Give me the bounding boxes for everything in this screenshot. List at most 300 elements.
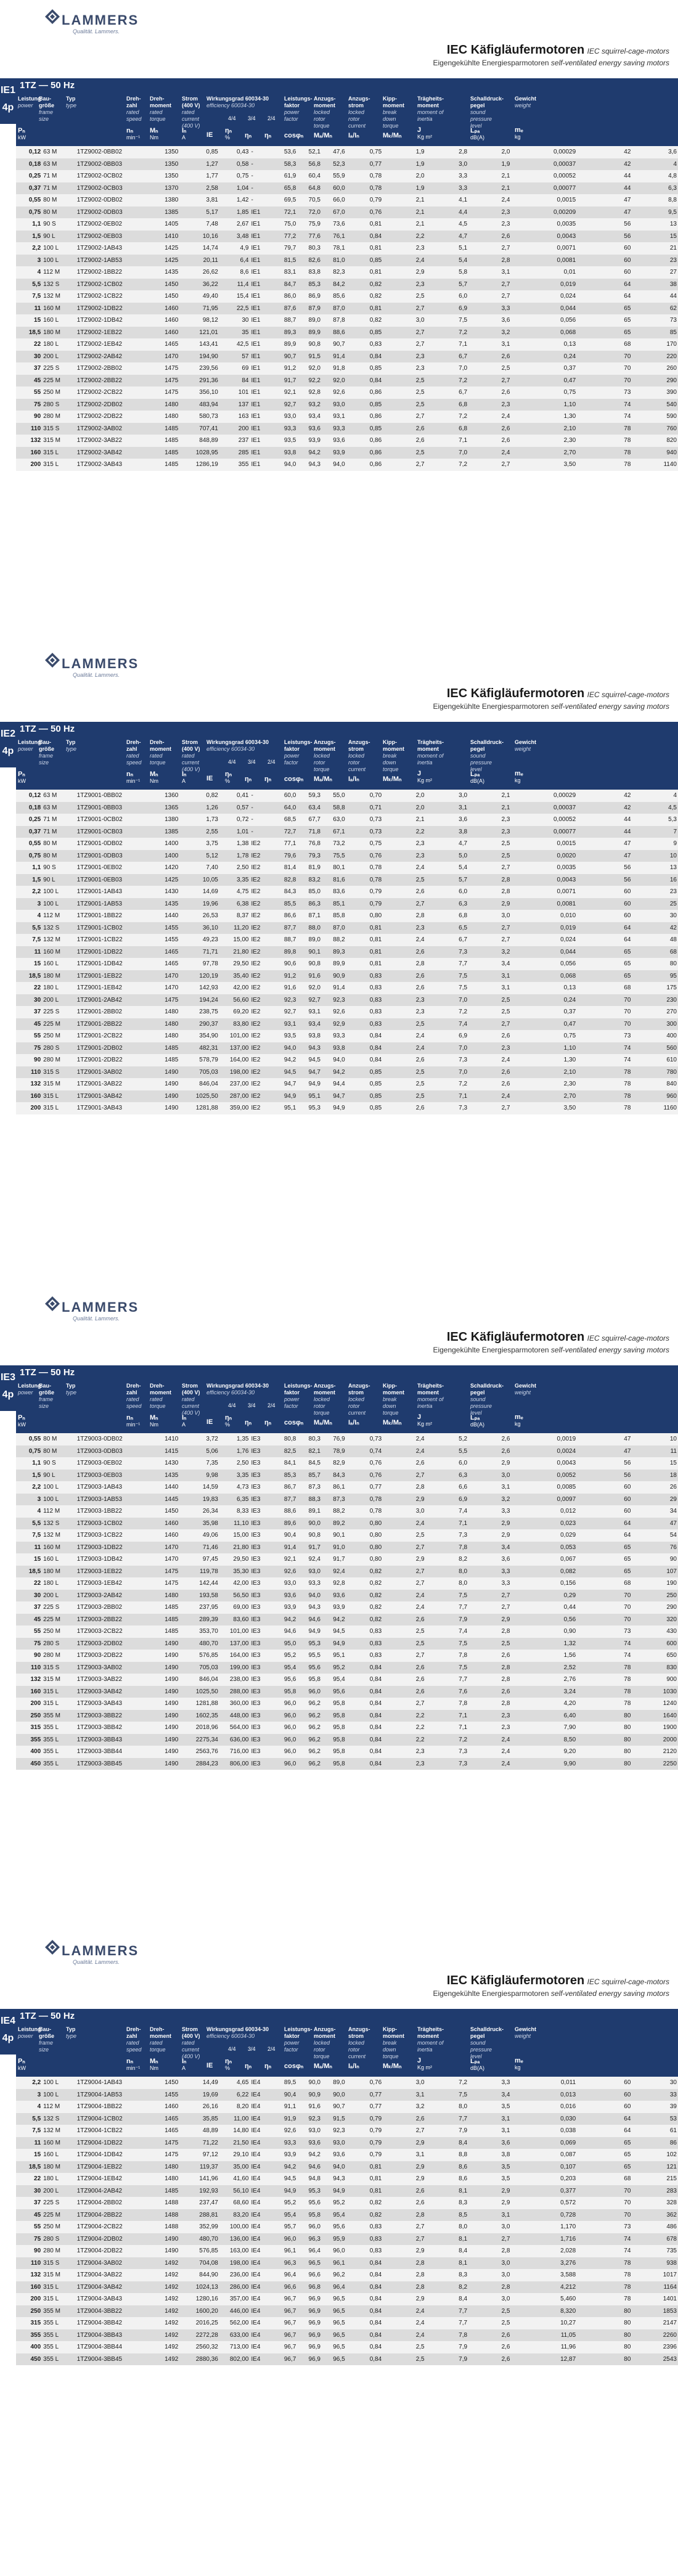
table-cell: 0,81 xyxy=(346,266,383,279)
column-header-line: pegel xyxy=(470,102,485,108)
table-cell: 95,6 xyxy=(322,2221,346,2233)
table-cell: 0,012 xyxy=(512,1505,578,1518)
table-cell: 70 xyxy=(577,1614,632,1626)
table-cell: 132 xyxy=(16,1078,42,1090)
table-cell: 7,4 xyxy=(426,1505,468,1518)
table-cell: 15 xyxy=(632,1457,678,1470)
brand-header xyxy=(0,1931,678,1980)
table-cell: 2,4 xyxy=(383,1590,425,1602)
table-cell: 2,7 xyxy=(468,2233,511,2246)
table-cell: 2120 xyxy=(632,1746,678,1758)
table-cell: 96,2 xyxy=(297,1758,322,1770)
table-cell: 11,10 xyxy=(219,1518,250,1530)
table-cell: 112 M xyxy=(42,266,76,279)
table-cell: 1492 xyxy=(150,2305,179,2318)
table-row xyxy=(16,898,678,910)
table-row xyxy=(16,1746,678,1758)
table-cell: 3,5 xyxy=(468,2173,511,2185)
table-cell: 1TZ9003-2BB02 xyxy=(76,1601,151,1614)
unit-symbol: nₙ xyxy=(126,2058,134,2065)
column-header-line: Trägheits- xyxy=(417,96,444,102)
table-cell: 85,3 xyxy=(273,1470,298,1482)
table-cell: 2,7 xyxy=(468,1102,511,1114)
table-cell: 96,2 xyxy=(297,1746,322,1758)
table-cell: 4 xyxy=(632,790,678,802)
table-cell: 73,6 xyxy=(322,218,346,231)
table-cell: 89,0 xyxy=(322,2077,346,2089)
table-cell: 315 L xyxy=(42,2281,76,2294)
table-cell: 57 xyxy=(219,351,250,363)
column-header-line: Bau- xyxy=(39,2026,51,2032)
table-cell: 4,8 xyxy=(632,170,678,182)
table-cell: 2,9 xyxy=(383,266,425,279)
column-header-line: moment xyxy=(314,2033,336,2039)
column-header-line: moment xyxy=(314,1389,336,1396)
table-cell: 96,2 xyxy=(297,1710,322,1722)
table-cell: 1TZ9003-2DB22 xyxy=(76,1650,151,1662)
table-cell: 0,044 xyxy=(512,303,578,315)
table-cell: 84,1 xyxy=(273,1457,298,1470)
table-cell: 0,85 xyxy=(346,362,383,375)
table-cell: 163 xyxy=(219,411,250,423)
table-cell: 300 xyxy=(632,1018,678,1031)
table-cell: 938 xyxy=(632,2257,678,2270)
table-cell: 82,6 xyxy=(297,255,322,267)
table-cell: 5,8 xyxy=(426,266,468,279)
table-cell: 707,41 xyxy=(179,423,219,435)
table-cell: - xyxy=(250,826,272,838)
table-cell: 96,9 xyxy=(297,2293,322,2305)
table-cell: 280 M xyxy=(42,1650,76,1662)
unit-label-w xyxy=(515,2057,523,2071)
table-cell: 80 xyxy=(577,2329,632,2342)
table-cell: 2,3 xyxy=(383,351,425,363)
table-cell: 92,1 xyxy=(273,1553,298,1566)
table-cell: 0,43 xyxy=(219,146,250,158)
column-header-line: locked xyxy=(314,109,330,115)
table-cell: 1485 xyxy=(150,1042,179,1055)
table-cell: 94,9 xyxy=(322,1638,346,1650)
table-cell: 2,5 xyxy=(383,290,425,303)
unit-symbol: Mₐ/Mₙ xyxy=(314,2063,332,2070)
table-cell: 200 L xyxy=(42,1590,76,1602)
table-cell: 29,50 xyxy=(219,958,250,970)
table-cell: 26,16 xyxy=(179,2101,219,2113)
table-cell: 1490 xyxy=(150,1758,179,1770)
unit-dimension: dB(A) xyxy=(470,2065,485,2071)
column-header-line: Anzugs- xyxy=(348,739,370,745)
table-cell: - xyxy=(250,802,272,814)
table-row xyxy=(16,1042,678,1055)
motor-rows xyxy=(16,146,678,471)
table-cell: 1TZ9004-2DB22 xyxy=(76,2245,151,2257)
unit-symbol: IE xyxy=(206,775,213,782)
table-cell: 0,01 xyxy=(512,266,578,279)
column-header-break-torque xyxy=(383,96,416,129)
table-row xyxy=(16,303,678,315)
unit-label-e3 xyxy=(245,131,251,139)
column-header-line: größe xyxy=(39,2033,55,2039)
column-header-line: moment of xyxy=(417,109,444,115)
table-cell: 194,24 xyxy=(179,994,219,1007)
table-cell: 22 xyxy=(16,982,42,994)
table-cell: 78 xyxy=(577,1066,632,1079)
table-cell: 80 xyxy=(577,1722,632,1734)
table-cell: 2,8 xyxy=(383,2269,425,2281)
table-cell: 84,2 xyxy=(322,279,346,291)
column-header-line: Typ xyxy=(66,96,76,102)
table-row xyxy=(16,1529,678,1542)
table-cell: 6,4 xyxy=(219,255,250,267)
table-cell: 230 xyxy=(632,994,678,1007)
table-cell: 18,5 xyxy=(16,970,42,983)
table-cell: 1TZ9002-1AB43 xyxy=(76,242,151,255)
table-cell: 2,1 xyxy=(468,182,511,195)
table-cell: 1470 xyxy=(150,982,179,994)
table-row xyxy=(16,399,678,411)
table-cell: 78 xyxy=(577,1662,632,1674)
table-cell: 1490 xyxy=(150,1650,179,1662)
lammers-logo-icon xyxy=(44,9,60,25)
table-cell: 0,83 xyxy=(346,1006,383,1018)
brand-name: LAMMERS xyxy=(62,1299,139,1315)
table-cell: 1400 xyxy=(150,838,179,850)
table-cell: 320 xyxy=(632,1614,678,1626)
table-cell: 0,82 xyxy=(346,290,383,303)
table-cell: 1460 xyxy=(150,327,179,339)
table-cell: 2,7 xyxy=(383,2233,425,2246)
table-cell: 85,1 xyxy=(322,898,346,910)
table-cell: 11,20 xyxy=(219,922,250,934)
table-cell: 15,4 xyxy=(219,290,250,303)
table-cell: 2,3 xyxy=(468,218,511,231)
table-cell: 0,030 xyxy=(512,2113,578,2125)
unit-label-m xyxy=(150,770,158,784)
table-cell: 2,7 xyxy=(468,242,511,255)
table-cell: 3,0 xyxy=(468,910,511,922)
table-cell: 2,5 xyxy=(383,874,425,886)
table-cell: 2,3 xyxy=(383,242,425,255)
table-cell: - xyxy=(250,194,272,206)
column-header-line: locked xyxy=(348,109,365,115)
column-header-line: current xyxy=(348,2053,366,2059)
table-cell: 180 M xyxy=(42,327,76,339)
table-cell: 0,81 xyxy=(346,934,383,946)
table-cell: 68 xyxy=(632,946,678,959)
table-cell: 1492 xyxy=(150,2353,179,2366)
table-cell: 280 S xyxy=(42,2233,76,2246)
table-cell: 47,6 xyxy=(322,146,346,158)
table-cell: 95,2 xyxy=(273,2197,298,2209)
column-header-line: frame xyxy=(39,2040,54,2046)
table-cell: 61 xyxy=(632,2125,678,2137)
table-cell: 14,59 xyxy=(179,1481,219,1494)
table-cell: 95,1 xyxy=(322,1650,346,1662)
table-cell: 92,7 xyxy=(273,399,298,411)
column-header-line: locked xyxy=(348,753,365,759)
table-cell: 2,7 xyxy=(468,1601,511,1614)
column-header-line: sound xyxy=(470,2040,486,2046)
table-cell: 19,69 xyxy=(179,2089,219,2101)
table-cell: 10,16 xyxy=(179,231,219,243)
table-cell: 2,4 xyxy=(468,411,511,423)
unit-label-i xyxy=(182,2057,186,2071)
table-cell: IE4 xyxy=(250,2233,272,2246)
table-cell: 0,83 xyxy=(346,1625,383,1638)
table-cell: 2,6 xyxy=(468,2353,511,2366)
table-cell: IE1 xyxy=(250,351,272,363)
table-cell: 96,7 xyxy=(273,2353,298,2366)
column-header-start-torque xyxy=(314,739,347,773)
unit-label-n xyxy=(126,126,140,141)
column-header-line: break xyxy=(383,109,397,115)
table-cell: 1TZ9004-1BB22 xyxy=(76,2101,151,2113)
table-cell: 0,75 xyxy=(346,838,383,850)
table-cell: 78 xyxy=(577,1078,632,1090)
catalog-section-ie4 xyxy=(0,1931,678,2574)
table-cell: 1465 xyxy=(150,338,179,351)
table-cell: 80 xyxy=(577,2341,632,2353)
table-cell: 95,8 xyxy=(322,1746,346,1758)
table-cell: 1485 xyxy=(150,1601,179,1614)
column-header-band xyxy=(16,93,678,146)
table-cell: 200 xyxy=(219,423,250,435)
table-cell: 94,9 xyxy=(297,1078,322,1090)
table-cell: 86,3 xyxy=(297,898,322,910)
table-row xyxy=(16,255,678,267)
table-cell: 2,2 xyxy=(16,886,42,898)
table-cell: 1492 xyxy=(150,2257,179,2270)
load-label: 2/4 xyxy=(268,2046,276,2052)
table-cell: 1,10 xyxy=(512,399,578,411)
lammers-logo-icon xyxy=(44,1939,60,1955)
table-cell: 2,5 xyxy=(383,375,425,387)
table-cell: 1,26 xyxy=(179,802,219,814)
table-cell: 100 L xyxy=(42,1494,76,1506)
table-cell: 76,8 xyxy=(297,838,322,850)
table-cell: 2,5 xyxy=(468,1638,511,1650)
table-cell: 59,3 xyxy=(297,790,322,802)
table-cell: 8,0 xyxy=(426,2101,468,2113)
table-cell: 1480 xyxy=(150,399,179,411)
table-cell: 2,028 xyxy=(512,2245,578,2257)
unit-label-mk xyxy=(383,1418,401,1426)
table-cell: 119,78 xyxy=(179,1566,219,1578)
table-cell: 65 xyxy=(577,2149,632,2161)
table-cell: 95,6 xyxy=(297,2197,322,2209)
table-cell: 1TZ9004-2AB42 xyxy=(76,2185,151,2198)
table-cell: 137,00 xyxy=(219,1042,250,1055)
table-cell: 90,8 xyxy=(297,1529,322,1542)
table-cell: 0,84 xyxy=(346,2257,383,2270)
table-cell: 3,4 xyxy=(468,958,511,970)
table-cell: 1,9 xyxy=(383,182,425,195)
table-cell: 15 xyxy=(632,231,678,243)
table-cell: 70 xyxy=(577,351,632,363)
table-cell: 2,4 xyxy=(383,1042,425,1055)
table-cell: 2,1 xyxy=(468,170,511,182)
table-cell: 1490 xyxy=(150,1686,179,1698)
table-cell: 3,0 xyxy=(468,2293,511,2305)
table-cell: 2,4 xyxy=(383,1518,425,1530)
table-cell: 315 L xyxy=(42,447,76,459)
table-cell: 3,4 xyxy=(468,2089,511,2101)
unit-dimension: A xyxy=(182,2065,186,2071)
table-cell: 92,1 xyxy=(273,386,298,399)
table-cell: 94,2 xyxy=(273,2161,298,2173)
table-cell: 5,06 xyxy=(179,1445,219,1458)
table-cell: 610 xyxy=(632,1054,678,1066)
table-cell: 96,4 xyxy=(273,2269,298,2281)
table-cell: 3,0 xyxy=(468,2257,511,2270)
table-cell: 353,70 xyxy=(179,1625,219,1638)
table-cell: 5,4 xyxy=(426,255,468,267)
table-cell: 1480 xyxy=(150,2173,179,2185)
table-cell: 52,1 xyxy=(297,146,322,158)
table-cell: 85,6 xyxy=(322,290,346,303)
table-cell: 81,4 xyxy=(273,862,298,874)
table-cell: 94,8 xyxy=(297,2173,322,2185)
table-cell: 2,6 xyxy=(468,351,511,363)
table-cell: 64,0 xyxy=(273,802,298,814)
table-cell: 1TZ9003-3BB43 xyxy=(76,1734,151,1746)
table-cell: IE4 xyxy=(250,2077,272,2089)
table-cell: 1,1 xyxy=(16,218,42,231)
table-cell: 0,0015 xyxy=(512,194,578,206)
table-cell: 0,82 xyxy=(346,1601,383,1614)
table-cell: 0,81 xyxy=(346,958,383,970)
unit-symbol: cosφₙ xyxy=(284,1419,304,1426)
unit-symbol: Mₐ/Mₙ xyxy=(314,775,332,783)
table-cell: 2,4 xyxy=(383,1030,425,1042)
table-cell: 89,9 xyxy=(322,958,346,970)
table-cell: 2,3 xyxy=(468,1710,511,1722)
table-cell: IE2 xyxy=(250,862,272,874)
table-cell: 3,6 xyxy=(632,146,678,158)
column-header-line: Gewicht xyxy=(515,96,537,102)
column-header-line: pegel xyxy=(470,2033,485,2039)
table-cell: 86,7 xyxy=(273,1481,298,1494)
table-cell: IE3 xyxy=(250,1625,272,1638)
table-cell: 0,572 xyxy=(512,2197,578,2209)
table-cell: 315 M xyxy=(42,2269,76,2281)
table-cell: 100,00 xyxy=(219,2221,250,2233)
table-cell: - xyxy=(250,158,272,171)
column-header-line: rated xyxy=(182,109,195,115)
table-cell: 1490 xyxy=(150,2245,179,2257)
table-cell: 93,2 xyxy=(297,399,322,411)
table-cell: 2,0 xyxy=(468,146,511,158)
unit-label-p xyxy=(18,2057,26,2071)
table-cell: 2,7 xyxy=(383,1542,425,1554)
table-cell: 96,0 xyxy=(273,1722,298,1734)
table-cell: 2,4 xyxy=(468,1746,511,1758)
unit-symbol: Iₐ/Iₙ xyxy=(348,775,359,783)
table-cell: 2,0 xyxy=(383,170,425,182)
table-row xyxy=(16,327,678,339)
table-row xyxy=(16,838,678,850)
table-cell: 83,2 xyxy=(297,874,322,886)
table-cell: 65 xyxy=(577,314,632,327)
table-cell: 1TZ9004-3BB42 xyxy=(76,2317,151,2329)
table-cell: 45 xyxy=(16,1018,42,1031)
unit-label-i xyxy=(182,126,186,141)
table-cell: 4,7 xyxy=(426,231,468,243)
table-cell: 164,00 xyxy=(219,1650,250,1662)
table-cell: 960 xyxy=(632,1090,678,1103)
table-cell: 1455 xyxy=(150,934,179,946)
table-row xyxy=(16,206,678,219)
table-cell: 288,00 xyxy=(219,1686,250,1698)
column-header-current xyxy=(182,1383,205,1417)
table-cell: IE2 xyxy=(250,910,272,922)
column-header-line: Dreh- xyxy=(150,739,165,745)
column-header-line: break xyxy=(383,2040,397,2046)
table-row xyxy=(16,2221,678,2233)
table-cell: IE4 xyxy=(250,2197,272,2209)
table-cell: 3,35 xyxy=(219,874,250,886)
table-cell: 1017 xyxy=(632,2269,678,2281)
column-header-line: torque xyxy=(150,759,166,766)
table-cell: 90,7 xyxy=(273,351,298,363)
table-cell: 94,2 xyxy=(322,1614,346,1626)
table-cell: 8,50 xyxy=(512,1734,578,1746)
table-cell: 286,00 xyxy=(219,2281,250,2294)
table-cell: 97,45 xyxy=(179,1553,219,1566)
table-cell: 1640 xyxy=(632,1710,678,1722)
table-cell: 15,00 xyxy=(219,1529,250,1542)
unit-label-ma xyxy=(314,775,332,783)
table-cell: 96,7 xyxy=(273,2329,298,2342)
table-cell: 100 L xyxy=(42,898,76,910)
table-cell: 844,90 xyxy=(179,2269,219,2281)
table-cell: 315 L xyxy=(42,1090,76,1103)
table-cell: 3,3 xyxy=(468,1505,511,1518)
unit-dimension: kg xyxy=(515,777,521,783)
table-cell: 2250 xyxy=(632,1758,678,1770)
unit-label-ia xyxy=(348,1418,359,1426)
column-header-line: Leistung xyxy=(18,1383,41,1389)
table-cell: 87,9 xyxy=(297,303,322,315)
table-cell: 7,2 xyxy=(426,459,468,471)
table-cell: 70,5 xyxy=(297,194,322,206)
table-row xyxy=(16,2209,678,2222)
table-cell: 280 S xyxy=(42,1638,76,1650)
table-cell: 1TZ9001-3AB42 xyxy=(76,1090,151,1103)
load-label: 3/4 xyxy=(248,759,256,765)
table-cell: 1TZ9002-0DB03 xyxy=(76,206,151,219)
table-row xyxy=(16,1470,678,1482)
table-cell: 1450 xyxy=(150,279,179,291)
table-cell: 0,81 xyxy=(346,303,383,315)
table-cell: 2,6 xyxy=(383,886,425,898)
table-cell: 7,2 xyxy=(426,375,468,387)
brand-header xyxy=(0,0,678,49)
table-cell: 0,82 xyxy=(346,2209,383,2222)
title-de: IEC Käfigläufermotoren xyxy=(446,1330,585,1344)
table-cell: 27 xyxy=(632,266,678,279)
table-cell: 0,0043 xyxy=(512,1457,578,1470)
column-header-line: locked xyxy=(314,753,330,759)
table-cell: 2,8 xyxy=(383,910,425,922)
table-cell: 96,0 xyxy=(273,1734,298,1746)
table-cell: 1480 xyxy=(150,411,179,423)
table-cell: 2,2 xyxy=(383,1710,425,1722)
table-cell: 1TZ9001-2BB02 xyxy=(76,1006,151,1018)
table-cell: 74 xyxy=(577,1650,632,1662)
table-cell: 3,5 xyxy=(468,2161,511,2173)
table-cell: 89,9 xyxy=(297,327,322,339)
